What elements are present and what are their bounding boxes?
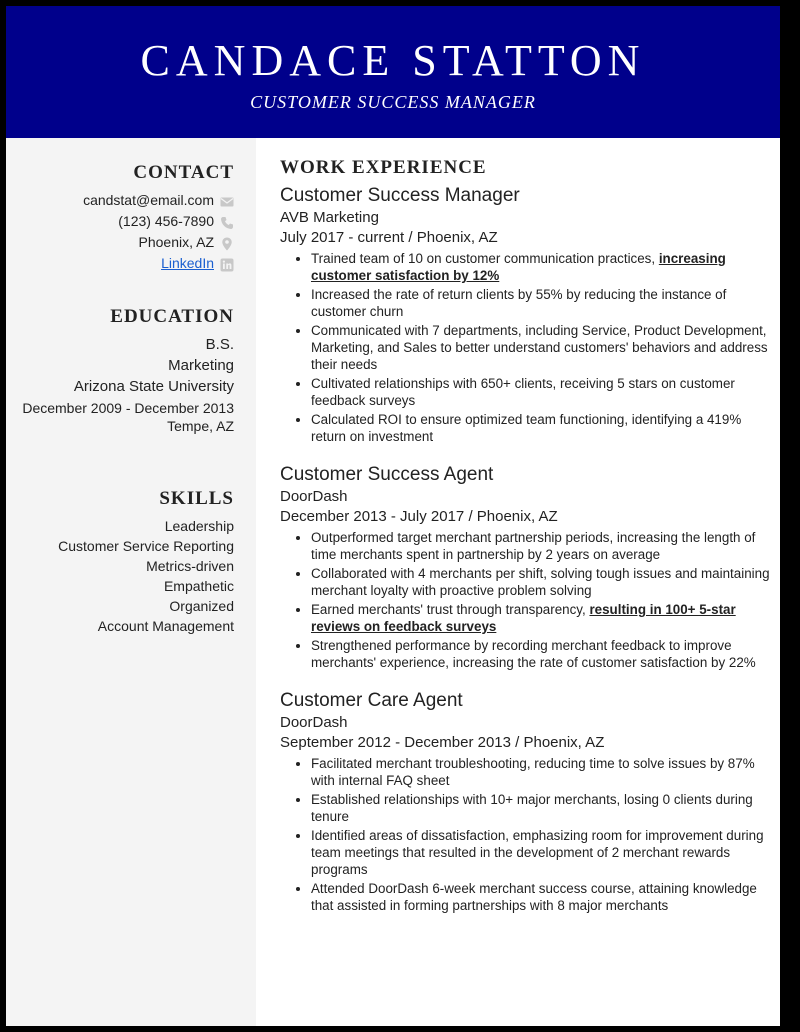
job-bullet — [311, 375, 770, 409]
job-entry — [280, 463, 770, 671]
job-bullet — [311, 411, 770, 445]
job-bullet — [311, 880, 770, 914]
education-location: Tempe, AZ — [167, 418, 234, 434]
skills-heading: SKILLS — [159, 488, 234, 509]
job-bullet — [311, 565, 770, 599]
candidate-name: CANDACE STATTON — [140, 36, 646, 85]
job-bullet — [311, 791, 770, 825]
main-content — [280, 156, 770, 932]
job-company: DoorDash — [280, 488, 348, 505]
map-pin-icon — [220, 236, 234, 250]
job-bullet — [311, 637, 770, 671]
skill-item: Metrics-driven — [146, 558, 234, 574]
contact-email-row — [14, 190, 234, 211]
envelope-icon — [220, 194, 234, 208]
education-major: Marketing — [168, 357, 234, 374]
bullet-text: Calculated ROI to ensure optimized team functioning, identifying a 419% return on investment — [311, 412, 742, 444]
contact-heading: CONTACT — [133, 162, 234, 183]
bullet-text: Identified areas of dissatisfaction, emphasizing room for improvement during team meetings that resulted in the development of 2 merchant rewards programs — [311, 828, 764, 877]
job-bullet — [311, 250, 770, 284]
bullet-text: Trained team of 10 on customer communication practices, — [311, 251, 659, 266]
resume-page — [6, 6, 780, 1026]
skill-item: Empathetic — [163, 578, 234, 594]
bullet-text: Cultivated relationships with 650+ clients, receiving 5 stars on customer feedback surveys — [311, 376, 735, 408]
skill-item: Leadership — [164, 518, 234, 534]
phone-icon — [220, 215, 234, 229]
job-company: DoorDash — [280, 714, 348, 731]
education-dates: December 2009 - December 2013 — [22, 400, 234, 416]
education-section — [14, 306, 234, 435]
contact-phone: (123) 456-7890 — [118, 213, 214, 229]
bullet-text: Established relationships with 10+ major merchants, losing 0 clients during tenure — [311, 792, 753, 824]
job-dates: July 2017 - current / Phoenix, AZ — [280, 229, 498, 246]
bullet-text: Facilitated merchant troubleshooting, reducing time to solve issues by 87% with internal FAQ sheet — [311, 756, 755, 788]
bullet-highlight: resulting in 100+ 5-star reviews on feedback surveys — [311, 602, 736, 634]
job-entry — [280, 689, 770, 914]
contact-location-row — [14, 232, 234, 253]
contact-section — [14, 162, 234, 274]
resume-header — [6, 6, 780, 138]
candidate-title: CUSTOMER SUCCESS MANAGER — [250, 92, 536, 112]
job-bullet — [311, 755, 770, 789]
bullet-text: Strengthened performance by recording merchant feedback to improve merchants' experience, increasing the rate of customer satisfaction by 22% — [311, 638, 756, 670]
job-company: AVB Marketing — [280, 209, 379, 226]
bullet-highlight: increasing customer satisfaction by 12% — [311, 251, 726, 283]
job-bullets — [280, 529, 770, 671]
job-bullet — [311, 601, 770, 635]
education-heading: EDUCATION — [110, 306, 234, 327]
job-bullet — [311, 286, 770, 320]
job-bullets — [280, 250, 770, 445]
contact-phone-row — [14, 211, 234, 232]
bullet-text: Earned merchants' trust through transparency, — [311, 602, 590, 617]
education-school: Arizona State University — [73, 378, 234, 395]
bullet-text: Communicated with 7 departments, including Service, Product Development, Marketing, and Sales to better understand customers' behaviors and address their needs — [311, 323, 768, 372]
work-experience-heading: WORK EXPERIENCE — [280, 157, 487, 178]
skill-item: Customer Service Reporting — [58, 538, 234, 554]
job-title: Customer Success Manager — [280, 185, 520, 206]
job-dates: September 2012 - December 2013 / Phoenix, AZ — [280, 734, 605, 751]
job-dates: December 2013 - July 2017 / Phoenix, AZ — [280, 508, 558, 525]
contact-linkedin-row — [14, 253, 234, 274]
contact-email: candstat@email.com — [83, 192, 214, 208]
skill-item: Account Management — [97, 618, 234, 634]
bullet-text: Increased the rate of return clients by 55% by reducing the instance of customer churn — [311, 287, 727, 319]
sidebar — [6, 138, 256, 1026]
bullet-text: Attended DoorDash 6-week merchant success course, attaining knowledge that assisted in forming partnerships with 8 major merchants — [311, 881, 757, 913]
job-bullets — [280, 755, 770, 914]
contact-location: Phoenix, AZ — [138, 234, 214, 250]
job-entry — [280, 184, 770, 445]
job-bullet — [311, 827, 770, 878]
linkedin-icon — [220, 257, 234, 271]
job-title: Customer Success Agent — [280, 464, 494, 485]
skill-item: Organized — [169, 598, 234, 614]
job-bullet — [311, 322, 770, 373]
skills-section — [14, 488, 234, 636]
linkedin-link[interactable]: LinkedIn — [161, 255, 214, 271]
education-degree: B.S. — [205, 336, 234, 353]
bullet-text: Collaborated with 4 merchants per shift, solving tough issues and maintaining merchant loyalty with proactive problem solving — [311, 566, 770, 598]
bullet-text: Outperformed target merchant partnership periods, increasing the length of time merchants spent in partnership by 2 years on average — [311, 530, 756, 562]
job-title: Customer Care Agent — [280, 690, 463, 711]
job-bullet — [311, 529, 770, 563]
